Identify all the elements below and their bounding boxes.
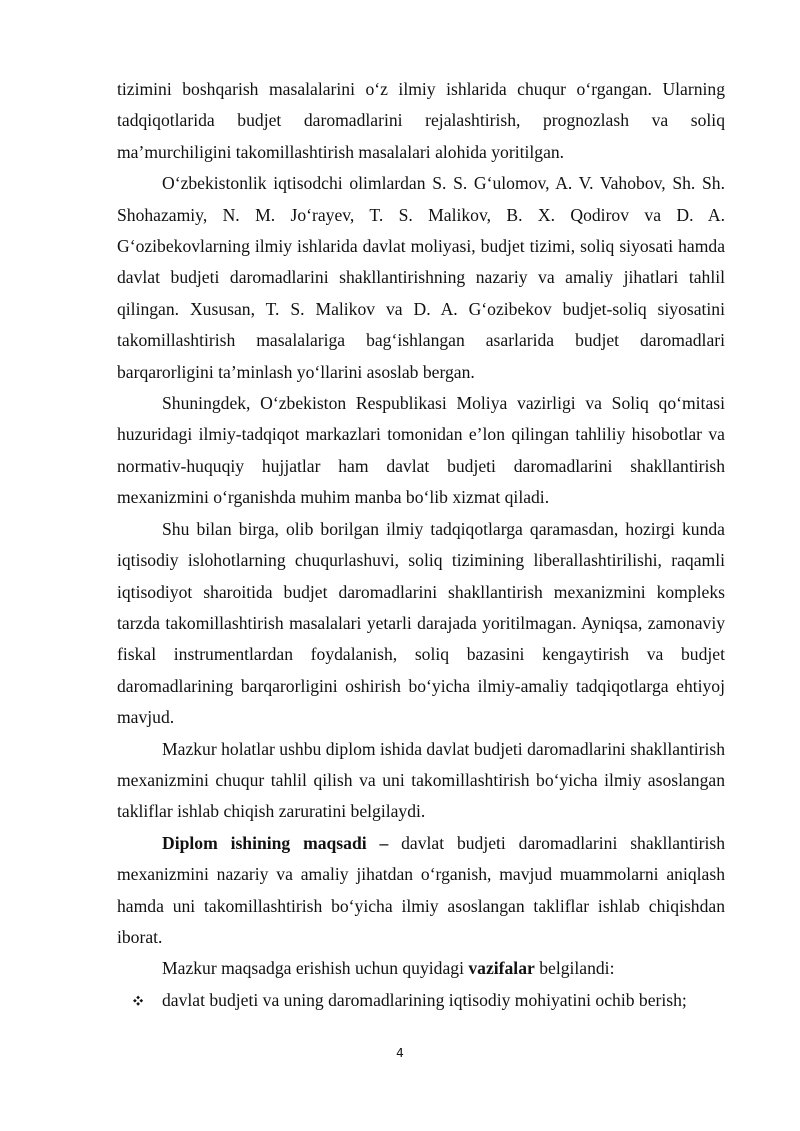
page-body — [117, 74, 725, 1016]
paragraph-research-gap: Shu bilan birga, olib borilgan ilmiy tadqiqotlarga qaramasdan, hozirgi kunda iqtisodiy islohotlarning chuqurlashuvi, soliq tizimining liberallashtirilishi, raqamli iqtisodiyot sharoitida budjet daromadlarini shakllantirish mexanizmini kompleks tarzda takomillashtirish masalalari yetarli darajada yoritilmagan. Ayniqsa, zamonaviy fiskal instrumentlardan foydalanish, soliq bazasini kengaytirish va budjet daromadlarining barqarorligini oshirish bo‘yicha ilmiy-amaliy tadqiqotlarga ehtiyoj mavjud. — [117, 518, 725, 728]
tasks-intro-text: Mazkur maqsadga erishish uchun quyidagi — [162, 958, 469, 979]
diamond-bullet-icon — [131, 985, 145, 1016]
page-number: 4 — [396, 1046, 404, 1060]
paragraph-relevance: Mazkur holatlar ushbu diplom ishida davlat budjeti daromadlarini shakllantirish mexanizmini chuqur tahlil qilish va uni takomillashtirish bo‘yicha ilmiy asoslangan takliflar ishlab chiqish zaruratini belgilaydi. — [117, 738, 725, 822]
paragraph-continuation: tizimini boshqarish masalalarini o‘z ilmiy ishlarida chuqur o‘rgangan. Ularning tadqiqotlarida budjet daromadlarini rejalashtirish, prognozlash va soliq ma’murchiligini takomillashtirish masalalari alohida yoritilgan. — [117, 79, 725, 162]
list-item-text: davlat budjeti va uning daromadlarining iqtisodiy mohiyatini ochib berish; — [162, 989, 687, 1010]
paragraph-tasks-intro — [117, 953, 725, 984]
paragraph-goal — [117, 828, 725, 954]
goal-text: davlat budjeti daromadlarini shakllantirish mexanizmini nazariy va amaliy jihatdan o‘rganish, mavjud muammolarni aniqlash hamda uni takomillashtirish bo‘yicha ilmiy asoslangan takliflar ishlab chiqishdan iborat. — [117, 832, 725, 947]
paragraph-sources: Shuningdek, O‘zbekiston Respublikasi Moliya vazirligi va Soliq qo‘mitasi huzuridagi ilmiy-tadqiqot markazlari tomonidan e’lon qilingan tahliliy hisobotlar va normativ-huquqiy hujjatlar ham davlat budjeti daromadlarini shakllantirish mexanizmini o‘rganishda muhim manba bo‘lib xizmat qiladi. — [117, 393, 725, 508]
goal-heading: Diplom ishining maqsadi – — [162, 832, 389, 853]
tasks-keyword: vazifalar — [468, 958, 535, 979]
list-item — [117, 985, 725, 1016]
paragraph-scholars: O‘zbekistonlik iqtisodchi olimlardan S. S. G‘ulomov, A. V. Vahobov, Sh. Sh. Shohazamiy, N. M. Jo‘rayev, T. S. Malikov, B. X. Qodirov va D. A. G‘ozibekovlarning ilmiy ishlarida davlat moliyasi, budjet tizimi, soliq siyosati hamda davlat budjeti daromadlarini shakllantirishning nazariy va amaliy jihatlari tahlil qilingan. Xususan, T. S. Malikov va D. A. G‘ozibekov budjet-soliq siyosatini takomillashtirish masalalariga bag‘ishlangan asarlarida budjet daromadlari barqarorligini ta’minlash yo‘llarini asoslab bergan. — [117, 173, 725, 382]
tasks-intro-end: belgilandi: — [534, 958, 615, 979]
